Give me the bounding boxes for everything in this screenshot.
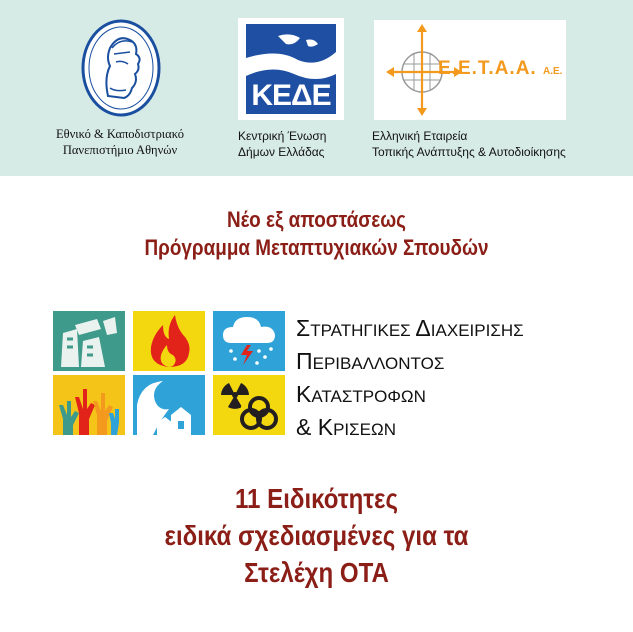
program-line1: Νέο εξ αποστάσεως [226,207,407,232]
kede-caption-line2: Δήμων Ελλάδας [238,145,325,159]
raised-hands-icon [53,375,125,435]
eetaa-name: Ε.Ε.Τ.Α.Α. [438,58,537,79]
partner-header [0,0,633,176]
fire-icon [133,311,205,371]
eetaa-caption-line2: Τοπικής Ανάπτυξης & Αυτοδιοίκησης [372,145,566,159]
program-title [296,313,524,445]
uoa-athena-seal-icon [80,18,162,118]
kede-wordmark: ΚΕΔΕ [251,79,331,112]
title-line1: ΣΤΡΑΤΗΓΙΚΕΣ ΔΙΑΧΕΙΡΙΣΗΣ [296,315,524,341]
promo-line3: Στελέχη ΟΤΑ [244,557,389,588]
program-line2: Πρόγραμμα Μεταπτυχιακών Σπουδών [144,235,489,260]
title-line4: & ΚΡΙΣΕΩΝ [296,414,396,440]
collapsed-building-icon [53,311,125,371]
uoa-caption-line2: Πανεπιστήμιο Αθηνών [62,143,178,157]
program-subtitle [44,206,588,262]
title-line2: ΠΕΡΙΒΑΛΛΟΝΤΟΣ [296,348,445,374]
promo-text [44,480,588,591]
promo-line2: ειδικά σχεδιασμένες για τα [164,520,469,551]
title-line3: ΚΑΤΑΣΤΡΟΦΩΝ [296,381,426,407]
promo-line1: 11 Ειδικότητες [234,483,398,514]
kede-caption-line1: Κεντρική Ένωση [238,129,327,143]
eetaa-wordmark [438,58,562,80]
uoa-caption-line1: Εθνικό & Καποδιστριακό [56,127,184,141]
kede-logo [238,18,344,120]
eetaa-suffix: Α.Ε. [542,66,563,77]
eetaa-caption-line1: Ελληνική Εταιρεία [372,129,468,143]
eetaa-logo [374,20,566,120]
storm-cloud-icon [213,311,285,371]
radiation-biohazard-icon [213,375,285,435]
tsunami-wave-icon [133,375,205,435]
